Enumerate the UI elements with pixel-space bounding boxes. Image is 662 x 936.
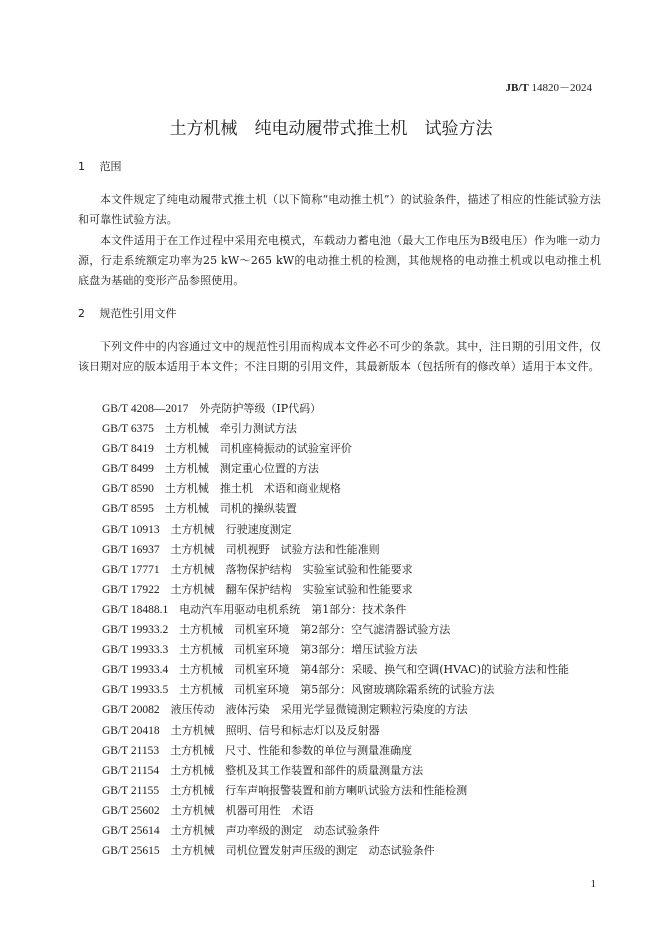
reference-title: 液压传动 液体污染 采用光学显微镜测定颗粒污染度的方法 — [170, 703, 468, 717]
reference-title: 土方机械 司机视野 试验方法和性能准则 — [170, 542, 380, 556]
reference-item — [102, 560, 569, 580]
reference-title: 土方机械 落物保护结构 实验室试验和性能要求 — [170, 562, 413, 576]
reference-title: 土方机械 行车声响报警装置和前方喇叭试验方法和性能检测 — [170, 783, 468, 797]
reference-item — [102, 580, 569, 600]
standard-number-value: 14820－2024 — [531, 82, 592, 94]
scope-paragraph-1: 本文件规定了纯电动履带式推土机（以下简称“电动推土机”）的试验条件，描述了相应的性能试验方法和可靠性试验方法。 — [78, 193, 601, 226]
reference-code: GB/T 20418 — [102, 724, 160, 737]
document-title: 土方机械 纯电动履带式推土机 试验方法 — [169, 119, 493, 139]
reference-title: 土方机械 司机的操纵装置 — [164, 502, 297, 516]
reference-item — [102, 761, 569, 781]
reference-code: GB/T 18488.1 — [102, 603, 169, 616]
section-number: 1 — [78, 160, 85, 173]
reference-code: GB/T 25602 — [102, 804, 160, 817]
reference-item — [102, 700, 569, 720]
reference-item — [102, 419, 569, 439]
reference-code: GB/T 21155 — [102, 784, 160, 797]
reference-title: 土方机械 司机位置发射声压级的测定 动态试验条件 — [170, 844, 435, 858]
reference-title: 土方机械 司机室环境 第3部分：增压试验方法 — [179, 643, 418, 657]
reference-code: GB/T 19933.2 — [102, 624, 169, 637]
reference-code: GB/T 8590 — [102, 483, 154, 496]
reference-title: 土方机械 司机座椅振动的试验室评价 — [164, 442, 352, 456]
reference-item — [102, 600, 569, 620]
reference-title: 土方机械 司机室环境 第4部分：采暖、换气和空调(HVAC)的试验方法和性能 — [179, 663, 569, 677]
reference-code: GB/T 19933.3 — [102, 644, 169, 657]
reference-code: GB/T 25614 — [102, 824, 160, 837]
standard-number — [506, 79, 592, 95]
reference-code: GB/T 8419 — [102, 443, 154, 456]
reference-code: GB/T 19933.4 — [102, 664, 169, 677]
reference-list — [102, 399, 569, 861]
reference-title: 土方机械 牵引力测试方法 — [164, 422, 297, 436]
reference-item — [102, 459, 569, 479]
section-title: 规范性引用文件 — [99, 307, 177, 320]
reference-title: 土方机械 照明、信号和标志灯以及反射器 — [170, 723, 380, 737]
reference-item — [102, 479, 569, 499]
reference-item — [102, 540, 569, 560]
reference-item — [102, 680, 569, 700]
reference-code: GB/T 16937 — [102, 543, 160, 556]
reference-title: 土方机械 机器可用性 术语 — [170, 803, 314, 817]
reference-title: 土方机械 尺寸、性能和参数的单位与测量准确度 — [170, 743, 413, 757]
reference-item — [102, 781, 569, 801]
reference-item — [102, 801, 569, 821]
reference-code: GB/T 25615 — [102, 845, 160, 858]
reference-code: GB/T 10913 — [102, 523, 160, 536]
section-title: 范围 — [99, 160, 122, 173]
section-heading-normative-references — [78, 305, 177, 321]
reference-title: 外壳防护等级（IP代码） — [199, 402, 322, 415]
reference-item — [102, 660, 569, 680]
references-intro-paragraph: 下列文件中的内容通过文中的规范性引用而构成本文件必不可少的条款。其中，注日期的引用文件，仅该日期对应的版本适用于本文件；不注日期的引用文件，其最新版本（包括所有的修改单）适用于本文件。 — [78, 340, 601, 373]
reference-item — [102, 821, 569, 841]
reference-title: 土方机械 翻车保护结构 实验室试验和性能要求 — [170, 582, 413, 596]
reference-item — [102, 520, 569, 540]
reference-code: GB/T 17922 — [102, 583, 160, 596]
reference-title: 土方机械 推土机 术语和商业规格 — [164, 482, 341, 496]
reference-item — [102, 741, 569, 761]
reference-code: GB/T 8595 — [102, 503, 154, 516]
reference-title: 土方机械 行驶速度测定 — [170, 522, 292, 536]
reference-code: GB/T 6375 — [102, 423, 154, 436]
section-heading-scope — [78, 158, 122, 174]
page-number: 1 — [590, 878, 596, 890]
reference-code: GB/T 19933.5 — [102, 684, 169, 697]
reference-code: GB/T 4208—2017 — [102, 403, 189, 415]
reference-item — [102, 841, 569, 861]
reference-code: GB/T 8499 — [102, 463, 154, 476]
reference-code: GB/T 20082 — [102, 704, 160, 717]
reference-item — [102, 721, 569, 741]
standard-prefix: JB/T — [505, 82, 529, 94]
reference-code: GB/T 17771 — [102, 563, 160, 576]
section-number: 2 — [78, 307, 85, 320]
reference-item — [102, 499, 569, 519]
reference-title: 土方机械 整机及其工作装置和部件的质量测量方法 — [170, 763, 424, 777]
reference-title: 土方机械 测定重心位置的方法 — [164, 462, 319, 476]
reference-code: GB/T 21153 — [102, 744, 160, 757]
reference-item — [102, 640, 569, 660]
reference-item — [102, 439, 569, 459]
reference-title: 土方机械 声功率级的测定 动态试验条件 — [170, 823, 380, 837]
reference-code: GB/T 21154 — [102, 764, 160, 777]
reference-title: 电动汽车用驱动电机系统 第1部分：技术条件 — [179, 602, 407, 616]
scope-paragraph-2: 本文件适用于在工作过程中采用充电模式，车载动力蓄电池（最大工作电压为B级电压）作为唯一动力源，行走系统额定功率为25 kW～265 kW的电动推土机的检测，其他规格的电动推土机或以电动推土机底盘为基础的变形产品参照使用。 — [78, 234, 601, 287]
reference-title: 土方机械 司机室环境 第5部分：风窗玻璃除霜系统的试验方法 — [179, 683, 495, 697]
reference-item — [102, 620, 569, 640]
reference-item — [102, 399, 569, 419]
reference-title: 土方机械 司机室环境 第2部分：空气滤清器试验方法 — [179, 623, 451, 637]
